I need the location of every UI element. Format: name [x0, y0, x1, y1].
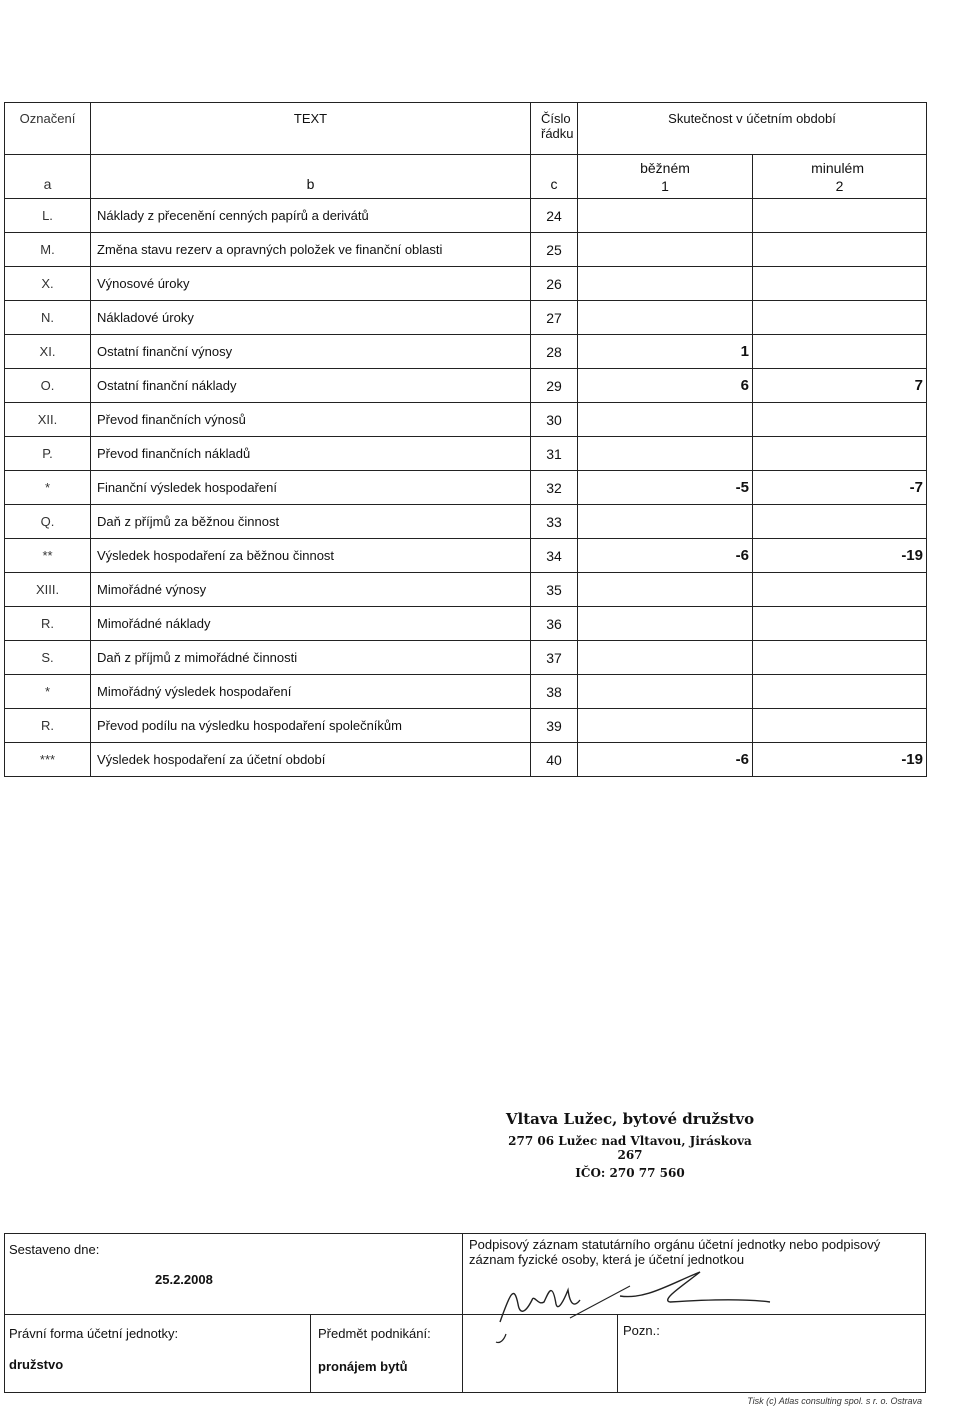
- row-mark: O.: [5, 369, 91, 403]
- header-prior-label: minulém: [811, 159, 864, 176]
- row-prior-value: -19: [753, 539, 927, 573]
- row-prior-value: [753, 709, 927, 743]
- stamp-address: 277 06 Lužec nad Vltavou, Jiráskova 267: [508, 1134, 752, 1162]
- table-row: [5, 743, 927, 777]
- table-row: [5, 607, 927, 641]
- row-current-value: [578, 301, 753, 335]
- table-row: [5, 437, 927, 471]
- row-text: Nákladové úroky: [91, 301, 531, 335]
- signature-label: Podpisový záznam statutárního orgánu účetní jednotky nebo podpisový záznam fyzické osoby, která je účetní jednotkou: [469, 1237, 881, 1267]
- row-prior-value: 7: [753, 369, 927, 403]
- row-text: Převod finančních výnosů: [91, 403, 531, 437]
- footer-divider-v1: [462, 1234, 463, 1392]
- header-current-label: běžném: [640, 159, 690, 176]
- row-mark: P.: [5, 437, 91, 471]
- row-number: 28: [531, 335, 578, 369]
- row-text: Změna stavu rezerv a opravných položek ve finanční oblasti: [91, 233, 531, 267]
- row-number: 29: [531, 369, 578, 403]
- row-current-value: -6: [578, 539, 753, 573]
- row-prior-value: [753, 675, 927, 709]
- header-prior: [753, 155, 927, 199]
- row-prior-value: [753, 641, 927, 675]
- row-text: Převod podílu na výsledku hospodaření společníkům: [91, 709, 531, 743]
- table-row: [5, 233, 927, 267]
- row-prior-value: [753, 505, 927, 539]
- row-mark: R.: [5, 607, 91, 641]
- prepared-date: 25.2.2008: [155, 1272, 213, 1287]
- row-mark: M.: [5, 233, 91, 267]
- row-current-value: [578, 675, 753, 709]
- row-mark: L.: [5, 199, 91, 233]
- prepared-label: Sestaveno dne:: [9, 1242, 100, 1257]
- table-row: [5, 539, 927, 573]
- row-current-value: [578, 709, 753, 743]
- row-current-value: [578, 573, 753, 607]
- row-number: 24: [531, 199, 578, 233]
- row-text: Mimořádný výsledek hospodaření: [91, 675, 531, 709]
- row-number: 40: [531, 743, 578, 777]
- row-text: Daň z příjmů za běžnou činnost: [91, 505, 531, 539]
- row-number: 36: [531, 607, 578, 641]
- header-row-number: Číslo řádku: [531, 103, 578, 155]
- row-number: 34: [531, 539, 578, 573]
- header-period: Skutečnost v účetním období: [578, 103, 927, 155]
- header-mark: Označení: [5, 103, 91, 155]
- stamp-ico: IČO: 270 77 560: [575, 1166, 685, 1180]
- table-row: [5, 641, 927, 675]
- row-current-value: -5: [578, 471, 753, 505]
- stamp-company-name: Vltava Lužec, bytové družstvo: [505, 1110, 755, 1128]
- row-number: 39: [531, 709, 578, 743]
- table-row: [5, 709, 927, 743]
- header-current: [578, 155, 753, 199]
- header-sub-b: b: [91, 155, 531, 199]
- row-text: Výsledek hospodaření za účetní období: [91, 743, 531, 777]
- table-row: [5, 369, 927, 403]
- row-mark: XI.: [5, 335, 91, 369]
- row-mark: *: [5, 675, 91, 709]
- row-mark: *: [5, 471, 91, 505]
- legal-form-value: družstvo: [9, 1357, 64, 1372]
- header-sub-2: 2: [835, 177, 844, 194]
- row-prior-value: [753, 403, 927, 437]
- row-mark: X.: [5, 267, 91, 301]
- row-number: 25: [531, 233, 578, 267]
- row-text: Finanční výsledek hospodaření: [91, 471, 531, 505]
- header-text: TEXT: [91, 103, 531, 155]
- row-prior-value: [753, 233, 927, 267]
- row-mark: Q.: [5, 505, 91, 539]
- row-mark: XII.: [5, 403, 91, 437]
- row-prior-value: [753, 437, 927, 471]
- note-label: Pozn.:: [623, 1323, 660, 1338]
- table-row: [5, 573, 927, 607]
- row-mark: N.: [5, 301, 91, 335]
- row-text: Výsledek hospodaření za běžnou činnost: [91, 539, 531, 573]
- row-prior-value: -7: [753, 471, 927, 505]
- table-row: [5, 335, 927, 369]
- row-number: 27: [531, 301, 578, 335]
- table-row: [5, 403, 927, 437]
- row-current-value: [578, 233, 753, 267]
- business-label: Předmět podnikání:: [318, 1326, 431, 1341]
- row-text: Mimořádné výnosy: [91, 573, 531, 607]
- handwritten-signature: [470, 1264, 790, 1344]
- row-current-value: [578, 607, 753, 641]
- table-row: [5, 471, 927, 505]
- row-number: 35: [531, 573, 578, 607]
- row-number: 38: [531, 675, 578, 709]
- row-current-value: [578, 641, 753, 675]
- table-row: [5, 301, 927, 335]
- row-mark: R.: [5, 709, 91, 743]
- company-stamp: [500, 1110, 760, 1180]
- row-text: Ostatní finanční výnosy: [91, 335, 531, 369]
- row-number: 31: [531, 437, 578, 471]
- row-mark: ***: [5, 743, 91, 777]
- table-row: [5, 675, 927, 709]
- row-prior-value: -19: [753, 743, 927, 777]
- legal-form-label: Právní forma účetní jednotky:: [9, 1326, 179, 1341]
- row-current-value: [578, 437, 753, 471]
- row-number: 32: [531, 471, 578, 505]
- row-text: Převod finančních nákladů: [91, 437, 531, 471]
- row-text: Mimořádné náklady: [91, 607, 531, 641]
- row-current-value: [578, 267, 753, 301]
- table-row: [5, 199, 927, 233]
- row-number: 26: [531, 267, 578, 301]
- row-mark: S.: [5, 641, 91, 675]
- row-number: 37: [531, 641, 578, 675]
- table-row: [5, 505, 927, 539]
- statement-rows: [5, 199, 927, 777]
- financial-statement-table: [4, 102, 927, 777]
- header-sub-a: a: [5, 155, 91, 199]
- row-current-value: 1: [578, 335, 753, 369]
- header-sub-c: c: [531, 155, 578, 199]
- row-prior-value: [753, 267, 927, 301]
- row-current-value: [578, 505, 753, 539]
- row-current-value: 6: [578, 369, 753, 403]
- row-current-value: [578, 199, 753, 233]
- row-mark: XIII.: [5, 573, 91, 607]
- table-row: [5, 267, 927, 301]
- row-prior-value: [753, 607, 927, 641]
- row-prior-value: [753, 573, 927, 607]
- header-sub-1: 1: [661, 177, 669, 194]
- row-text: Ostatní finanční náklady: [91, 369, 531, 403]
- business-value: pronájem bytů: [318, 1359, 408, 1374]
- row-text: Daň z příjmů z mimořádné činnosti: [91, 641, 531, 675]
- row-text: Náklady z přecenění cenných papírů a derivátů: [91, 199, 531, 233]
- row-text: Výnosové úroky: [91, 267, 531, 301]
- row-mark: **: [5, 539, 91, 573]
- row-number: 33: [531, 505, 578, 539]
- row-prior-value: [753, 199, 927, 233]
- row-number: 30: [531, 403, 578, 437]
- row-prior-value: [753, 335, 927, 369]
- row-current-value: [578, 403, 753, 437]
- print-credit: Tisk (c) Atlas consulting spol. s r. o. Ostrava: [747, 1396, 922, 1406]
- row-current-value: -6: [578, 743, 753, 777]
- footer-divider-v2: [310, 1314, 311, 1392]
- row-prior-value: [753, 301, 927, 335]
